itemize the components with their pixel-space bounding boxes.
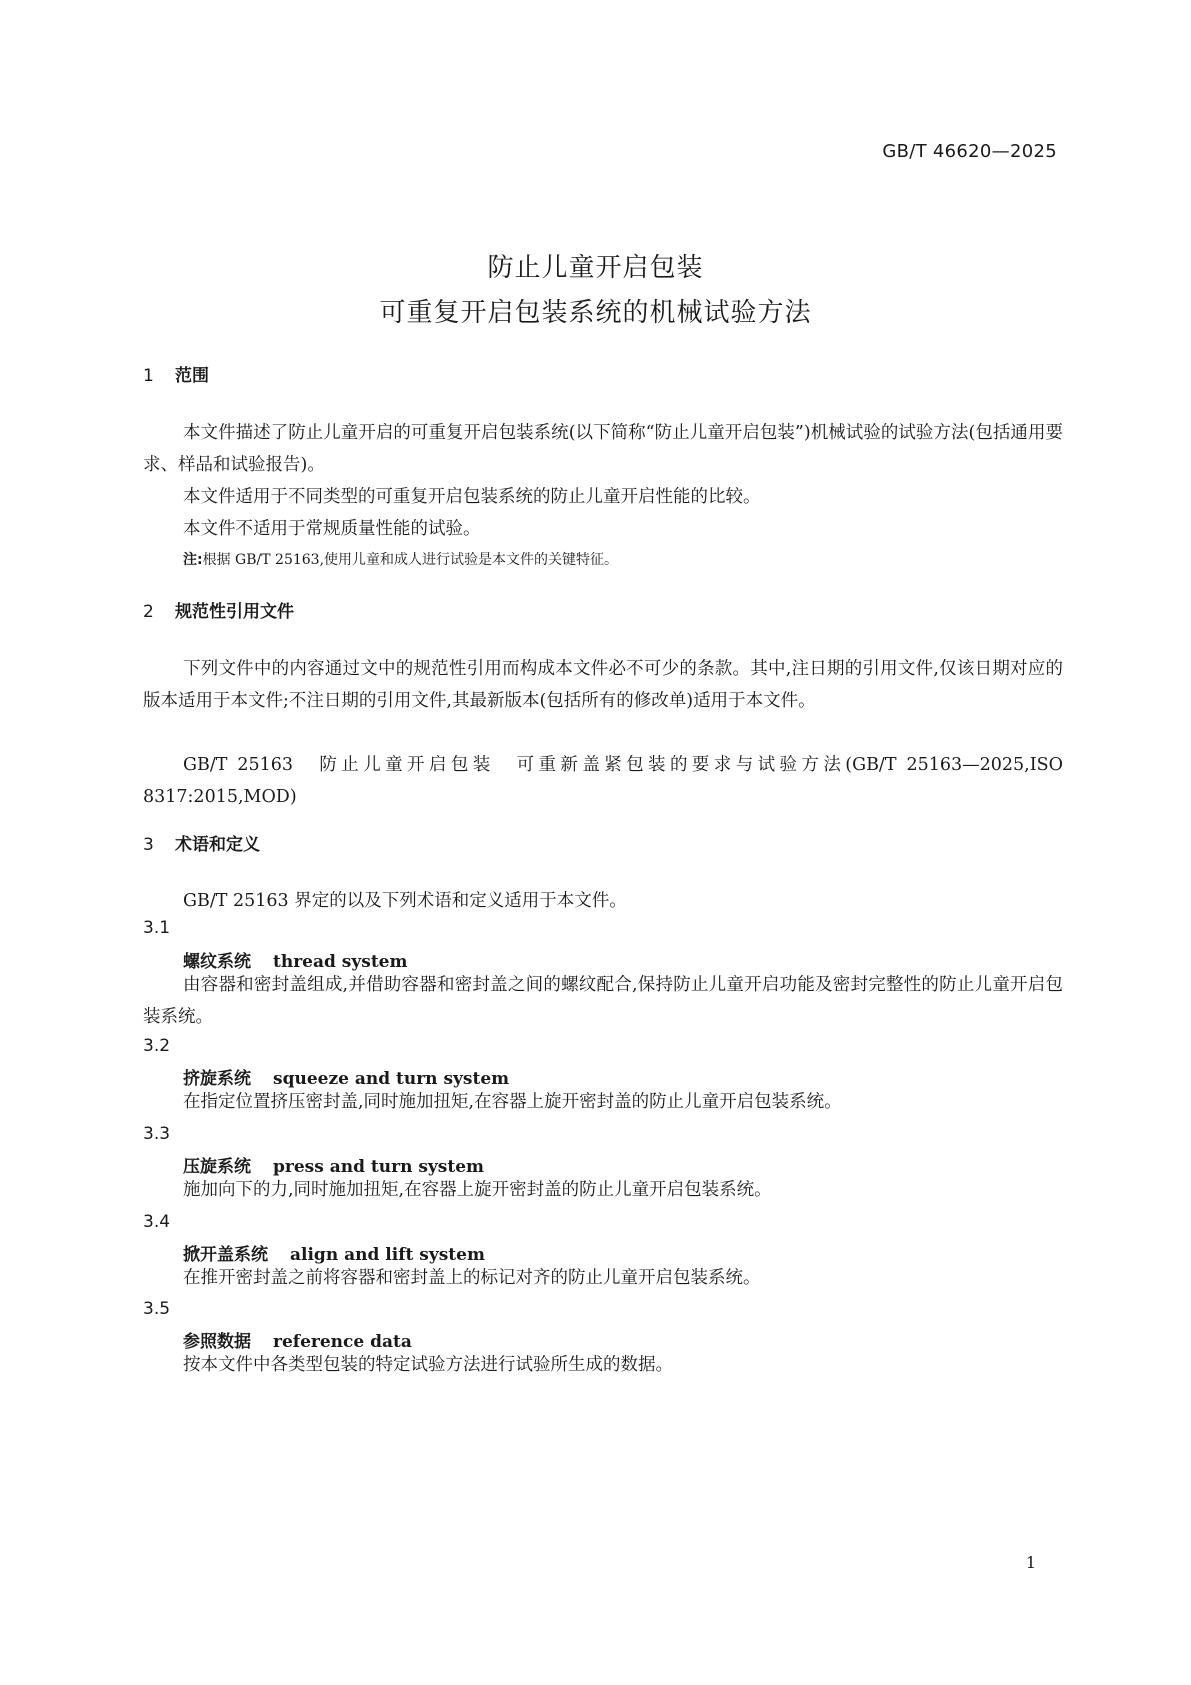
term-number: 3.5 <box>143 1299 171 1319</box>
section-title: 范围 <box>175 366 209 386</box>
scope-paragraph-3: 本文件不适用于常规质量性能的试验。 <box>183 519 481 539</box>
term-en: reference data <box>273 1332 412 1352</box>
term-definition: 在指定位置挤压密封盖,同时施加扭矩,在容器上旋开密封盖的防止儿童开启包装系统。 <box>183 1092 842 1112</box>
term-definition: 在推开密封盖之前将容器和密封盖上的标记对齐的防止儿童开启包装系统。 <box>183 1268 761 1288</box>
section-heading-scope <box>143 361 209 386</box>
term-en: squeeze and turn system <box>273 1069 510 1089</box>
terms-intro: GB/T 25163 界定的以及下列术语和定义适用于本文件。 <box>183 891 627 911</box>
term-definition: 施加向下的力,同时施加扭矩,在容器上旋开密封盖的防止儿童开启包装系统。 <box>183 1180 772 1200</box>
section-title: 规范性引用文件 <box>175 602 294 622</box>
references-paragraph: 下列文件中的内容通过文中的规范性引用而构成本文件必不可少的条款。其中,注日期的引用文件,仅该日期对应的版本适用于本文件;不注日期的引用文件,其最新版本(包括所有的修改单)适用于本文件。 <box>143 659 1063 711</box>
section-number: 1 <box>143 366 154 386</box>
reference-entry: GB/T 25163 防止儿童开启包装 可重新盖紧包装的要求与试验方法(GB/T 25163—2025,ISO 8317:2015,MOD) <box>143 755 1063 807</box>
term-definition: 由容器和密封盖组成,并借助容器和密封盖之间的螺纹配合,保持防止儿童开启功能及密封完整性的防止儿童开启包装系统。 <box>143 975 1063 1027</box>
section-heading-normative-references <box>143 597 294 622</box>
section-heading-terms <box>143 830 260 855</box>
section-title: 术语和定义 <box>175 835 260 855</box>
term-zh: 螺纹系统 <box>183 952 251 972</box>
term-en: press and turn system <box>273 1157 485 1177</box>
scope-paragraph-2: 本文件适用于不同类型的可重复开启包装系统的防止儿童开启性能的比较。 <box>183 487 761 507</box>
term-number: 3.2 <box>143 1036 171 1056</box>
document-title-line1: 防止儿童开启包装 <box>487 253 704 283</box>
term-zh: 掀开盖系统 <box>183 1245 268 1265</box>
section-number: 2 <box>143 602 154 622</box>
document-title-line2: 可重复开启包装系统的机械试验方法 <box>379 298 812 328</box>
term-number: 3.1 <box>143 918 171 938</box>
term-definition: 按本文件中各类型包装的特定试验方法进行试验所生成的数据。 <box>183 1355 673 1375</box>
page-number: 1 <box>1025 1553 1036 1572</box>
scope-paragraph-1: 本文件描述了防止儿童开启的可重复开启包装系统(以下简称“防止儿童开启包装”)机械试验的试验方法(包括通用要求、样品和试验报告)。 <box>143 423 1063 475</box>
term-zh: 压旋系统 <box>183 1157 251 1177</box>
scope-note <box>183 549 618 569</box>
term-en: align and lift system <box>290 1245 485 1265</box>
term-number: 3.4 <box>143 1212 171 1232</box>
term-en: thread system <box>273 952 408 972</box>
term-number: 3.3 <box>143 1124 171 1144</box>
standard-number: GB/T 46620—2025 <box>882 141 1057 162</box>
term-zh: 参照数据 <box>183 1332 251 1352</box>
section-number: 3 <box>143 835 154 855</box>
note-text: 根据 GB/T 25163,使用儿童和成人进行试验是本文件的关键特征。 <box>202 552 619 568</box>
note-label: 注: <box>183 552 203 568</box>
term-zh: 挤旋系统 <box>183 1069 251 1089</box>
